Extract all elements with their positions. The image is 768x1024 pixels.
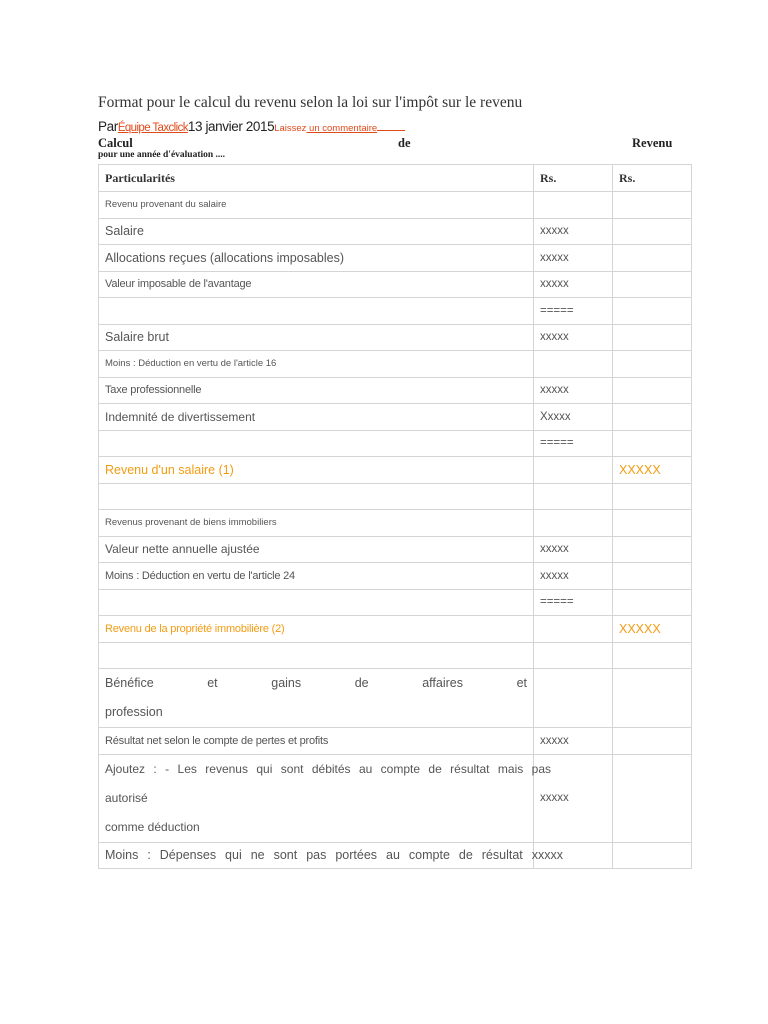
- row-label-line2: autorisé: [105, 790, 148, 805]
- row-rs2: [613, 483, 692, 510]
- row-rs1: =====: [534, 430, 613, 457]
- row-rs2: [613, 218, 692, 245]
- row-rs2: XXXXX: [613, 616, 692, 643]
- table-row: [99, 404, 692, 431]
- row-label-line2: profession: [105, 705, 163, 719]
- row-rs1: [534, 351, 613, 378]
- assessment-year-subtitle: pour une année d'évaluation ....: [98, 150, 226, 160]
- row-label-line1: Bénéfice et gains de affaires et: [105, 676, 527, 690]
- row-rs1: [534, 642, 613, 669]
- row-label-line1: Ajoutez : - Les revenus qui sont débités au compte de résultat mais pas: [105, 761, 551, 776]
- row-label: [99, 298, 534, 325]
- table-row: [99, 536, 692, 563]
- row-rs2: [613, 842, 692, 869]
- row-rs1: [534, 192, 613, 219]
- byline-prefix: Par: [98, 119, 118, 134]
- table-row: [99, 510, 692, 537]
- table-row: [99, 483, 692, 510]
- author-link[interactable]: Équipe Taxclick: [117, 122, 188, 134]
- row-label-line3: comme déduction: [105, 819, 200, 834]
- row-rs1: Xxxxx: [534, 404, 613, 431]
- row-label: Indemnité de divertissement: [99, 404, 534, 431]
- row-rs2: [613, 754, 692, 842]
- row-rs1: xxxxx: [534, 754, 613, 842]
- comment-link-text: un commentaire: [306, 123, 378, 134]
- row-label: Valeur nette annuelle ajustée: [99, 536, 534, 563]
- row-rs1: [534, 669, 613, 728]
- row-label: Revenu d'un salaire (1): [99, 457, 534, 484]
- row-label: Moins : Déduction en vertu de l'article 24: [99, 563, 534, 590]
- row-rs1: [534, 616, 613, 643]
- table-row: [99, 192, 692, 219]
- header-particulars: Particularités: [99, 165, 534, 192]
- row-rs2: XXXXX: [613, 457, 692, 484]
- row-rs2: [613, 669, 692, 728]
- row-rs1: xxxxx: [534, 271, 613, 298]
- table-row: [99, 218, 692, 245]
- table-row: [99, 616, 692, 643]
- table-row: [99, 563, 692, 590]
- row-rs1: xxxxx: [534, 245, 613, 272]
- row-rs2: [613, 430, 692, 457]
- comment-prefix: Laissez: [274, 123, 307, 134]
- row-label-multiline: [99, 754, 551, 842]
- row-rs2: [613, 271, 692, 298]
- table-row: [99, 430, 692, 457]
- row-rs2: [613, 642, 692, 669]
- row-rs1: xxxxx: [534, 728, 613, 755]
- row-rs1: [534, 457, 613, 484]
- table-row: [99, 271, 692, 298]
- row-rs1: [534, 483, 613, 510]
- row-rs1: xxxxx: [534, 324, 613, 351]
- heading-word-de: de: [398, 136, 411, 150]
- row-rs2: [613, 404, 692, 431]
- row-rs1: =====: [534, 589, 613, 616]
- table-row: [99, 377, 692, 404]
- leave-comment-link[interactable]: [274, 123, 405, 134]
- table-row: [99, 842, 692, 869]
- table-row: [99, 457, 692, 484]
- row-label: Moins : Déduction en vertu de l'article 16: [99, 351, 534, 378]
- row-rs2: [613, 298, 692, 325]
- heading-word-revenu: Revenu: [632, 136, 673, 150]
- row-label: Salaire brut: [99, 324, 534, 351]
- post-date: 13 janvier 2015: [187, 119, 275, 134]
- row-label: Revenu provenant du salaire: [99, 192, 534, 219]
- header-rs-1: Rs.: [534, 165, 613, 192]
- row-rs2: [613, 589, 692, 616]
- row-rs2: [613, 728, 692, 755]
- row-rs2: [613, 563, 692, 590]
- row-rs2: [613, 192, 692, 219]
- table-row: [99, 351, 692, 378]
- row-label: [99, 589, 534, 616]
- table-row: [99, 642, 692, 669]
- heading-word-calcul: Calcul: [98, 136, 133, 150]
- row-rs2: [613, 351, 692, 378]
- row-label: Valeur imposable de l'avantage: [99, 271, 534, 298]
- row-rs1: xxxxx: [534, 536, 613, 563]
- table-row: [99, 754, 692, 842]
- row-label: Taxe professionnelle: [99, 377, 534, 404]
- row-rs2: [613, 245, 692, 272]
- row-label: Revenus provenant de biens immobiliers: [99, 510, 534, 537]
- table-row: [99, 728, 692, 755]
- row-label: [99, 642, 534, 669]
- row-label: Allocations reçues (allocations imposables): [99, 245, 534, 272]
- income-calculation-table: [98, 164, 692, 869]
- row-rs1: xxxxx: [534, 377, 613, 404]
- row-rs2: [613, 510, 692, 537]
- header-rs-2: Rs.: [613, 165, 692, 192]
- row-rs1: =====: [534, 298, 613, 325]
- table-row: [99, 245, 692, 272]
- row-label: [99, 483, 534, 510]
- row-label: [99, 430, 534, 457]
- page-title: Format pour le calcul du revenu selon la loi sur l'impôt sur le revenu: [98, 94, 523, 111]
- row-label-text: Moins : Dépenses qui ne sont pas portées au compte de résultat xxxxx: [105, 848, 563, 863]
- row-rs2: [613, 324, 692, 351]
- row-label: Salaire: [99, 218, 534, 245]
- row-label-multiline: [99, 669, 534, 728]
- row-rs2: [613, 377, 692, 404]
- table-header-row: [99, 165, 692, 192]
- row-label: Résultat net selon le compte de pertes et profits: [99, 728, 534, 755]
- row-rs1: xxxxx: [534, 563, 613, 590]
- row-label: [99, 842, 563, 869]
- table-row: [99, 589, 692, 616]
- row-rs1: [534, 510, 613, 537]
- table-row: [99, 298, 692, 325]
- comment-underline: [377, 129, 405, 131]
- row-label: Revenu de la propriété immobilière (2): [99, 616, 534, 643]
- table-row: [99, 669, 692, 728]
- byline: [98, 119, 405, 134]
- table-row: [99, 324, 692, 351]
- row-rs1: xxxxx: [534, 218, 613, 245]
- row-rs2: [613, 536, 692, 563]
